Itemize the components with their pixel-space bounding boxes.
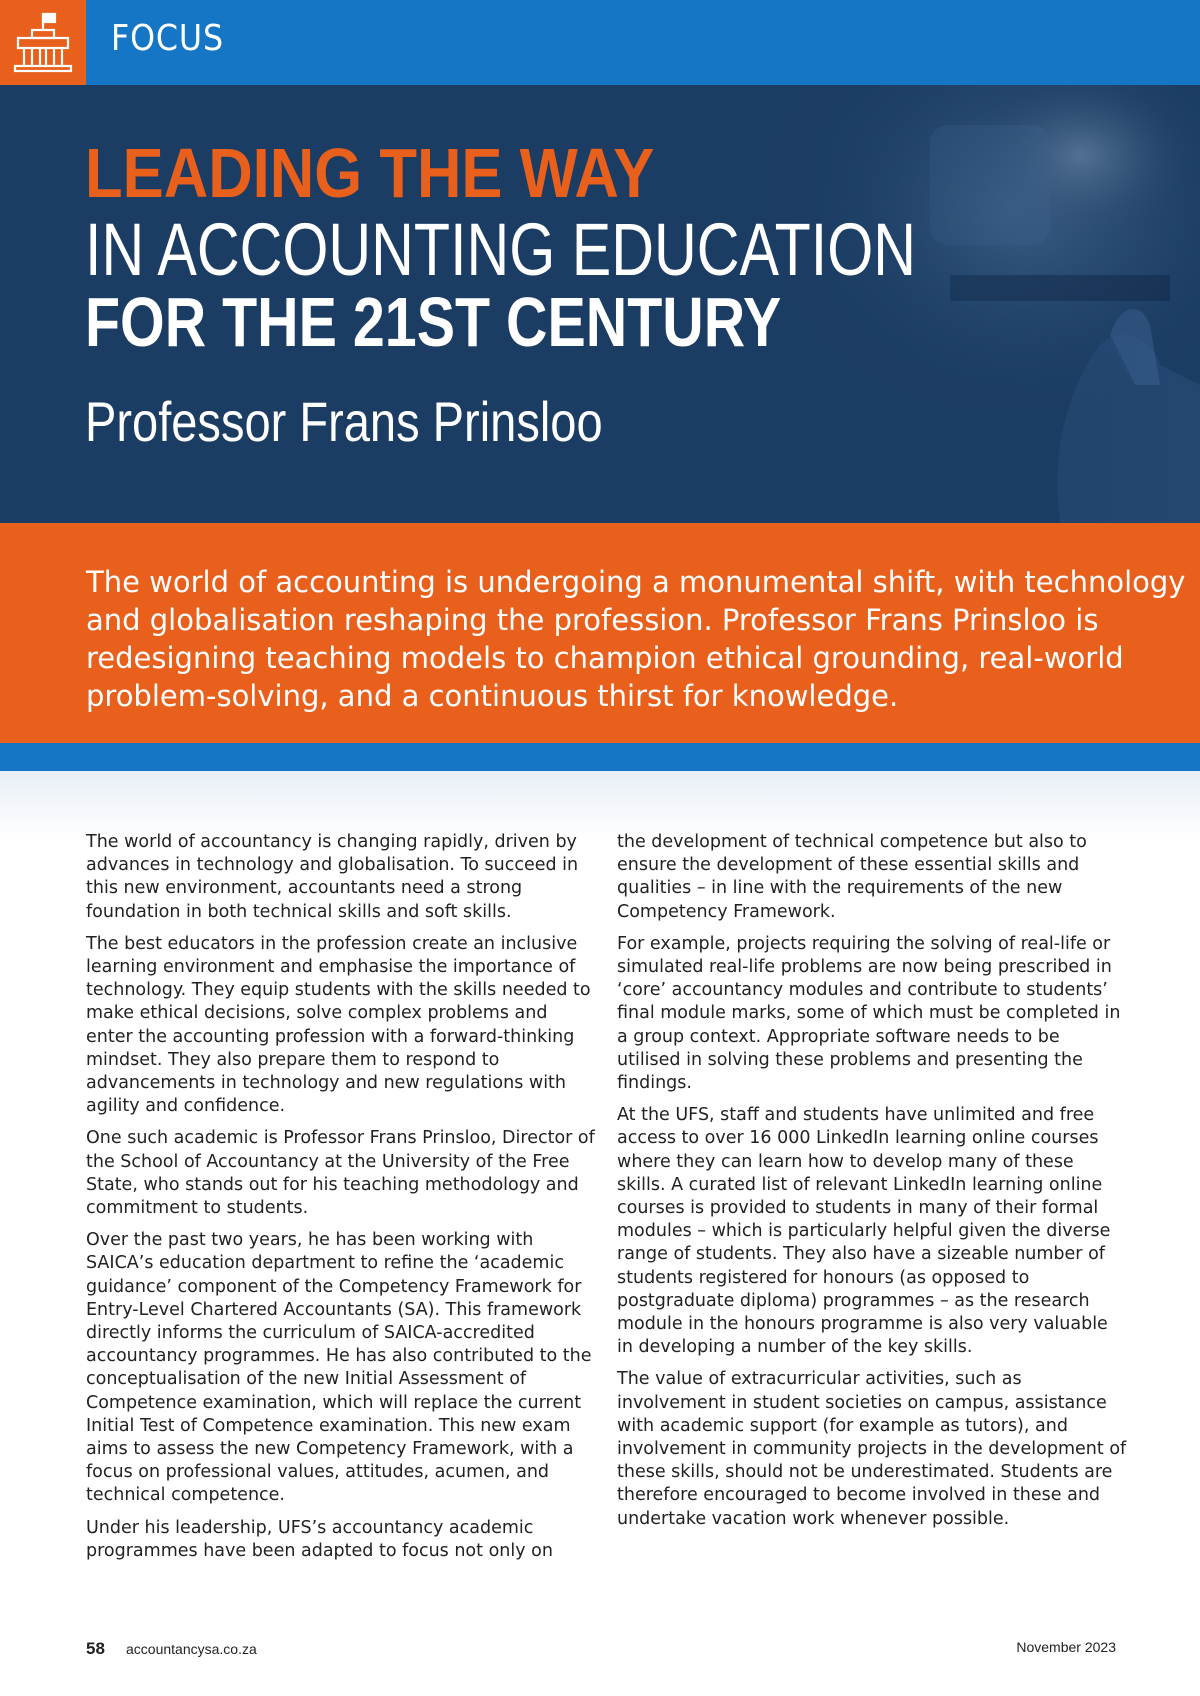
- top-bar: [0, 0, 1200, 85]
- page-footer: [0, 1611, 1200, 1696]
- paragraph: the development of technical competence but also to ensure the development of these essential skills and qualities – in line with the requirements of the new Competency Framework.: [617, 832, 1087, 922]
- page-number: 58: [86, 1639, 105, 1658]
- blue-divider-band: [0, 743, 1200, 771]
- left-column: [86, 831, 596, 1572]
- hero-banner: [0, 85, 1200, 523]
- issue-date: November 2023: [1016, 1639, 1116, 1655]
- website-link[interactable]: accountancysa.co.za: [126, 1641, 257, 1657]
- headline-line-1: LEADING THE WAY: [85, 134, 655, 212]
- author-name: Professor Frans Prinsloo: [85, 390, 603, 453]
- paragraph: At the UFS, staff and students have unlimited and free access to over 16 000 LinkedIn learning online courses where they can learn how to develop many of these skills. A curated list of relevant LinkedIn learning online courses is provided to students in many of their formal modules – which is particularly helpful given the diverse range of students. They also have a sizeable number of students registered for honours (as opposed to postgraduate diploma) programmes – as the research module in the honours programme is also very valuable in developing a number of the key skills.: [617, 1105, 1111, 1358]
- paragraph: Over the past two years, he has been working with SAICA’s education department to refine the ‘academic guidance’ component of the Competency Framework for Entry-Level Chartered Accountants (SA). This framework directly informs the curriculum of SAICA-accredited accountancy programmes. He has also contributed to the conceptualisation of the new Initial Assessment of Competence examination, which will replace the current Initial Test of Competence examination. This new exam aims to assess the new Competency Framework, with a focus on professional values, attitudes, acumen, and technical competence.: [86, 1230, 592, 1506]
- right-column: [617, 831, 1127, 1540]
- paragraph: The value of extracurricular activities, such as involvement in student societies on campus, assistance with academic support (for example as tutors), and involvement in community projects in the development of these skills, should not be underestimated. Students are therefore encouraged to become involved in these and undertake vacation work whenever possible.: [617, 1369, 1127, 1529]
- article-body: [0, 771, 1200, 1611]
- headline-line-3: FOR THE 21ST CENTURY: [85, 283, 782, 361]
- standfirst-text: The world of accounting is undergoing a monumental shift, with technology and globalisation reshaping the profession. Professor Frans Prinsloo is redesigning teaching models to champion ethical grounding, real-world problem-solving, and a continuous thirst for knowledge.: [86, 565, 1186, 713]
- paragraph: The best educators in the profession create an inclusive learning environment and emphasise the importance of technology. They equip students with the skills needed to make ethical decisions, solve complex problems and enter the accounting profession with a forward-thinking mindset. They also prepare them to respond to advancements in technology and new regulations with agility and confidence.: [86, 933, 591, 1117]
- section-logo: [0, 0, 86, 85]
- paragraph: For example, projects requiring the solving of real-life or simulated real-life problems are now being prescribed in ‘core’ accountancy modules and contribute to students’ final module marks, some of which must be completed in a group context. Appropriate software needs to be utilised in solving these problems and presenting the findings.: [617, 933, 1121, 1094]
- section-label: FOCUS: [111, 18, 224, 59]
- paragraph: The world of accountancy is changing rapidly, driven by advances in technology and globalisation. To succeed in this new environment, accountants need a strong foundation in both technical skills and soft skills.: [86, 832, 579, 922]
- paragraph: Under his leadership, UFS’s accountancy academic programmes have been adapted to focus not only on: [86, 1517, 553, 1561]
- headline-line-2: IN ACCOUNTING EDUCATION: [85, 208, 917, 291]
- building-flag-icon: [12, 10, 74, 74]
- standfirst-panel: [0, 523, 1200, 743]
- paragraph: One such academic is Professor Frans Prinsloo, Director of the School of Accountancy at the University of the Free State, who stands out for his teaching methodology and commitment to students.: [86, 1128, 595, 1219]
